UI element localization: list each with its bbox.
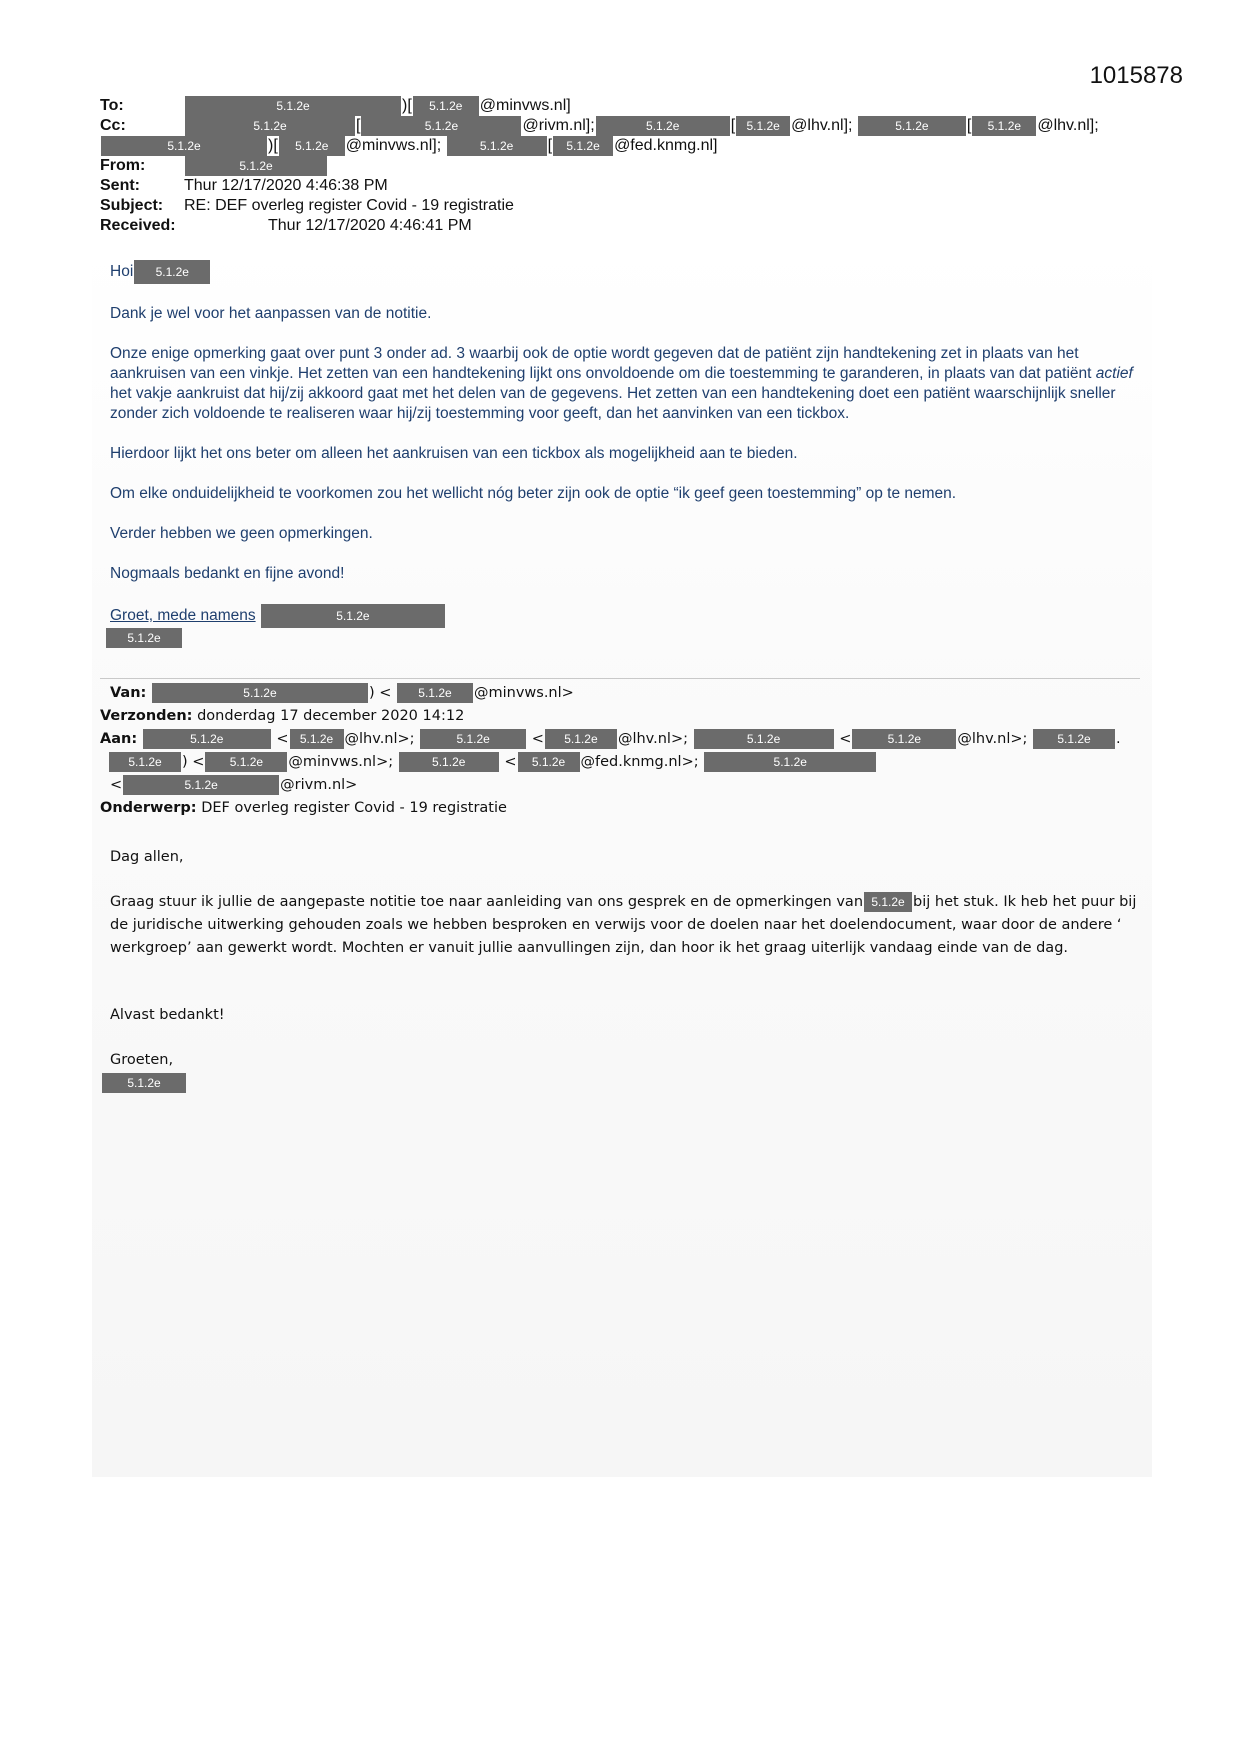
email-header bbox=[100, 96, 1160, 236]
from-label: From: bbox=[100, 157, 146, 174]
received-value: Thur 12/17/2020 4:46:41 PM bbox=[268, 217, 472, 234]
cc-row-2: 5.1.2e )[ 5.1.2e @minvws.nl]; 5.1.2e [ 5.1.2e @fed.knmg.nl] bbox=[100, 136, 1160, 156]
redaction: 5.1.2e bbox=[694, 729, 834, 749]
onderwerp-row: Onderwerp: DEF overleg register Covid - 19 registratie bbox=[100, 800, 507, 816]
reply-greeting: Hoi 5.1.2e bbox=[110, 260, 1140, 284]
original-paragraph: Graag stuur ik jullie de aangepaste notitie toe naar aanleiding van ons gesprek en de opmerkingen van 5.1.2e bij het stuk. Ik heb het puur bij de juridische uitwerking gehouden zoals we hebben besproken en verwijs voor de doelen naar het doelendocument, waar door de andere ‘ werkgroep’ aan gewerkt wordt. Mochten er vanuit jullie aanvullingen zijn, dan hoor ik het graag uiterlijk vandaag einde van de dag. bbox=[110, 894, 1137, 956]
message-separator bbox=[100, 678, 1140, 679]
aan-row-2: 5.1.2e ) < 5.1.2e @minvws.nl>; 5.1.2e < 5.1.2e @fed.knmg.nl>; 5.1.2e bbox=[100, 751, 1160, 774]
reply-paragraph: Hierdoor lijkt het ons beter om alleen het aankruisen van een tickbox als mogelijkheid aan te bieden. bbox=[110, 445, 798, 462]
aan-row-3: < 5.1.2e @rivm.nl> bbox=[110, 777, 358, 793]
redaction: 5.1.2e bbox=[123, 775, 279, 795]
document-number: 1015878 bbox=[1089, 62, 1183, 89]
redaction: 5.1.2e bbox=[279, 136, 345, 156]
redaction: 5.1.2e bbox=[1033, 729, 1115, 749]
original-body bbox=[110, 846, 1140, 1095]
redaction: 5.1.2e bbox=[736, 116, 790, 136]
redaction: 5.1.2e bbox=[858, 116, 966, 136]
redaction: 5.1.2e bbox=[185, 116, 355, 136]
redaction: 5.1.2e bbox=[185, 156, 327, 176]
aan-row-1: Aan: 5.1.2e < 5.1.2e @lhv.nl>; 5.1.2e < 5.1.2e @lhv.nl>; 5.1.2e < 5.1.2e @lhv.nl>; 5.1.2e . bbox=[100, 731, 1121, 747]
received-label: Received: bbox=[100, 217, 176, 234]
redaction: 5.1.2e bbox=[397, 683, 473, 703]
reply-paragraph: Nogmaals bedankt en fijne avond! bbox=[110, 565, 345, 582]
redaction: 5.1.2e bbox=[101, 136, 267, 156]
redaction: 5.1.2e bbox=[852, 729, 956, 749]
to-row: To: 5.1.2e )[ 5.1.2e @minvws.nl] bbox=[100, 97, 571, 115]
redaction: 5.1.2e bbox=[518, 752, 580, 772]
reply-paragraph: Om elke onduidelijkheid te voorkomen zou het wellicht nóg beter zijn ook de optie “ik geef geen toestemming” op te nemen. bbox=[110, 485, 957, 502]
redaction: 5.1.2e bbox=[102, 1073, 186, 1093]
original-greeting: Dag allen, bbox=[110, 849, 184, 865]
reply-paragraph: Dank je wel voor het aanpassen van de notitie. bbox=[110, 305, 432, 322]
sent-row bbox=[100, 176, 1160, 196]
redaction: 5.1.2e bbox=[704, 752, 876, 772]
redaction: 5.1.2e bbox=[447, 136, 547, 156]
redaction: 5.1.2e bbox=[553, 136, 613, 156]
redaction: 5.1.2e bbox=[413, 96, 479, 116]
redaction: 5.1.2e bbox=[106, 628, 182, 648]
redaction: 5.1.2e bbox=[205, 752, 287, 772]
van-row: Van: 5.1.2e ) < 5.1.2e @minvws.nl> bbox=[110, 685, 574, 701]
reply-signoff: Groet, mede namens 5.1.2e 5.1.2e bbox=[110, 604, 1140, 648]
subject-value: RE: DEF overleg register Covid - 19 registratie bbox=[184, 197, 514, 214]
redaction: 5.1.2e bbox=[864, 892, 912, 912]
redaction: 5.1.2e bbox=[185, 96, 401, 116]
redaction: 5.1.2e bbox=[399, 752, 499, 772]
cc-row-1: Cc: 5.1.2e [ 5.1.2e @rivm.nl]; 5.1.2e [ 5.1.2e @lhv.nl]; 5.1.2e [ 5.1.2e @lhv.nl]; bbox=[100, 117, 1099, 135]
reply-body bbox=[110, 260, 1140, 648]
subject-label: Subject: bbox=[100, 197, 164, 214]
redaction: 5.1.2e bbox=[134, 260, 210, 284]
redaction: 5.1.2e bbox=[143, 729, 271, 749]
cc-label: Cc: bbox=[100, 117, 126, 134]
redaction: 5.1.2e bbox=[596, 116, 730, 136]
subject-row bbox=[100, 196, 1160, 216]
sent-label: Sent: bbox=[100, 177, 140, 194]
to-domain: @minvws.nl] bbox=[479, 97, 571, 115]
reply-paragraph: Verder hebben we geen opmerkingen. bbox=[110, 525, 373, 542]
redaction: 5.1.2e bbox=[545, 729, 617, 749]
original-header bbox=[100, 682, 1160, 820]
to-label: To: bbox=[100, 97, 124, 114]
original-closing: Groeten, 5.1.2e bbox=[110, 1049, 1140, 1095]
reply-paragraph: Onze enige opmerking gaat over punt 3 onder ad. 3 waarbij ook de optie wordt gegeven dat de patiënt zijn handtekening zet in plaats van het aankruisen van een vinkje. Het zetten van een handtekening lijkt ons onvoldoende om die toestemming te garanderen, in plaats van dat patiënt actief het vakje aankruist dat hij/zij akkoord gaat met het delen van de gegevens. Het zetten van een handtekening doet een patiënt waarschijnlijk sneller zonder zich voldoende te realiseren waar hij/zij toestemming voor geeft, dan het aanvinken van een tickbox. bbox=[110, 345, 1133, 422]
original-paragraph: Alvast bedankt! bbox=[110, 1007, 225, 1023]
redaction: 5.1.2e bbox=[290, 729, 344, 749]
redaction: 5.1.2e bbox=[972, 116, 1036, 136]
redaction: 5.1.2e bbox=[361, 116, 521, 136]
redaction: 5.1.2e bbox=[109, 752, 181, 772]
sent-value: Thur 12/17/2020 4:46:38 PM bbox=[184, 177, 388, 194]
received-row bbox=[100, 216, 1160, 236]
verzonden-row: Verzonden: donderdag 17 december 2020 14:12 bbox=[100, 708, 465, 724]
redaction: 5.1.2e bbox=[420, 729, 526, 749]
from-row bbox=[100, 156, 1160, 176]
redaction: 5.1.2e bbox=[152, 683, 368, 703]
redaction: 5.1.2e bbox=[261, 604, 445, 628]
